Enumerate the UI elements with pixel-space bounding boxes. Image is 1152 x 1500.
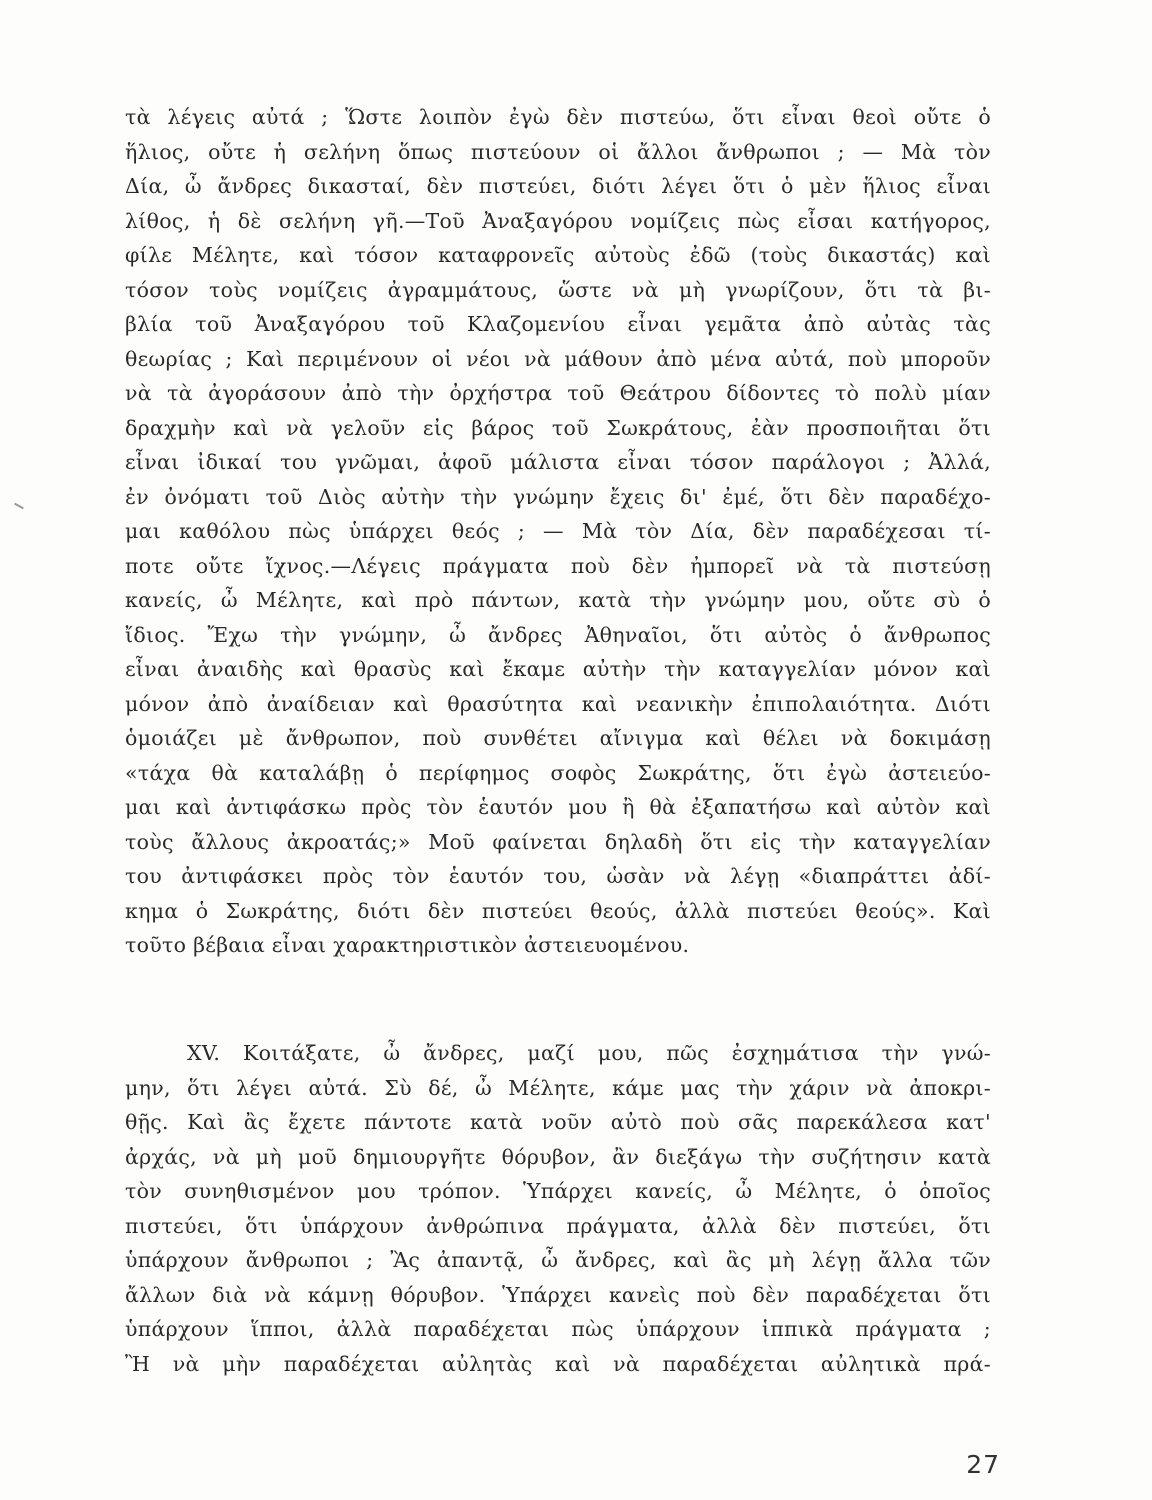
text-line: τοὺς ἄλλους ἀκροατάς;» Μοῦ φαίνεται δηλαδὴ ὅτι εἰς τὴν καταγγελίαν: [125, 829, 991, 854]
text-line: ὁμοιάζει μὲ ἄνθρωπον, ποὺ συνθέτει αἴνιγμα καὶ θέλει νὰ δοκιμάσῃ: [125, 726, 991, 750]
text-line: τὸν συνηθισμένον μου τρόπον. Ὑπάρχει κανείς, ὦ Μέλητε, ὁ ὁποῖος: [125, 1179, 991, 1203]
margin-mark: [14, 503, 24, 509]
paragraph-2: [125, 1036, 991, 1381]
text-line: ἄλλων διὰ νὰ κάμνῃ θόρυβον. Ὑπάρχει κανεὶς ποὺ δὲν παραδέχεται ὅτι: [125, 1282, 991, 1307]
text-line: δραχμὴν καὶ νὰ γελοῦν εἰς βάρος τοῦ Σωκράτους, ἐὰν προσποιῆται ὅτι: [125, 415, 991, 440]
text-line: εἶναι ἀναιδὴς καὶ θρασὺς καὶ ἔκαμε αὐτὴν τὴν καταγγελίαν μόνον καὶ: [125, 657, 991, 681]
text-line: ὑπάρχουν ἵπποι, ἀλλὰ παραδέχεται πὼς ὑπάρχουν ἱππικὰ πράγματα ;: [125, 1317, 991, 1341]
text-line: μαι καθόλου πὼς ὑπάρχει θεός ; — Μὰ τὸν Δία, δὲν παραδέχεσαι τί-: [125, 519, 991, 543]
text-line: θεωρίας ; Καὶ περιμένουν οἱ νέοι νὰ μάθουν ἀπὸ μένα αὐτά, ποὺ μποροῦν: [125, 346, 991, 371]
page-number: 27: [966, 1450, 1000, 1479]
text-line: ἴδιος. Ἔχω τὴν γνώμην, ὦ ἄνδρες Ἀθηναῖοι, ὅτι αὐτὸς ὁ ἄνθρωπος: [125, 622, 991, 647]
text-line: τοῦτο βέβαια εἶναι χαρακτηριστικὸν ἀστειευομένου.: [125, 933, 690, 957]
text-line: Δία, ὦ ἄνδρες δικασταί, δὲν πιστεύει, διότι λέγει ὅτι ὁ μὲν ἥλιος εἶναι: [125, 174, 991, 198]
text-line: ἀρχάς, νὰ μὴ μοῦ δημιουργῆτε θόρυβον, ἂν διεξάγω τὴν συζήτησιν κατὰ: [125, 1144, 991, 1169]
text-line: ποτε οὔτε ἴχνος.—Λέγεις πράγματα ποὺ δὲν ἠμπορεῖ νὰ τὰ πιστεύσῃ: [125, 553, 991, 578]
text-line: Ἢ νὰ μὴν παραδέχεται αὐλητὰς καὶ νὰ παραδέχεται αὐλητικὰ πρά-: [125, 1351, 991, 1376]
text-line: ἥλιος, οὔτε ἡ σελήνη ὅπως πιστεύουν οἱ ἄλλοι ἄνθρωποι ; — Μὰ τὸν: [125, 139, 991, 164]
text-line: κημα ὁ Σωκράτης, διότι δὲν πιστεύει θεούς, ἀλλὰ πιστεύει θεούς». Καὶ: [125, 898, 991, 923]
text-line: κανείς, ὦ Μέλητε, καὶ πρὸ πάντων, κατὰ τὴν γνώμην μου, οὔτε σὺ ὁ: [125, 588, 991, 612]
text-line: μόνον ἀπὸ ἀναίδειαν καὶ θρασύτητα καὶ νεανικὴν ἐπιπολαιότητα. Διότι: [125, 691, 991, 716]
text-line: πιστεύει, ὅτι ὑπάρχουν ἀνθρώπινα πράγματα, ἀλλὰ δὲν πιστεύει, ὅτι: [125, 1213, 991, 1238]
text-line: του ἀντιφάσκει πρὸς τὸν ἑαυτόν του, ὡσὰν νὰ λέγῃ «διαπράττει ἀδί-: [125, 864, 991, 888]
text-line: εἶναι ἰδικαί του γνῶμαι, ἀφοῦ μάλιστα εἶναι τόσον παράλογοι ; Ἀλλά,: [125, 450, 991, 474]
text-line: ὑπάρχουν ἄνθρωποι ; Ἂς ἀπαντᾷ, ὦ ἄνδρες, καὶ ἂς μὴ λέγῃ ἄλλα τῶν: [125, 1248, 991, 1272]
paragraph-1: [125, 100, 991, 963]
text-line: θῇς. Καὶ ἂς ἔχετε πάντοτε κατὰ νοῦν αὐτὸ ποὺ σᾶς παρεκάλεσα κατ': [125, 1110, 991, 1134]
text-line: «τάχα θὰ καταλάβῃ ὁ περίφημος σοφὸς Σωκράτης, ὅτι ἐγὼ ἀστειεύο-: [125, 760, 991, 785]
text-line: τόσον τοὺς νομίζεις ἀγραμμάτους, ὥστε νὰ μὴ γνωρίζουν, ὅτι τὰ βι-: [125, 277, 991, 302]
text-line: τὰ λέγεις αὐτά ; Ὥστε λοιπὸν ἐγὼ δὲν πιστεύω, ὅτι εἶναι θεοὶ οὔτε ὁ: [125, 105, 991, 129]
text-line: μαι καὶ ἀντιφάσκω πρὸς τὸν ἑαυτόν μου ἢ θὰ ἐξαπατήσω καὶ αὐτὸν καὶ: [125, 795, 991, 819]
text-line: φίλε Μέλητε, καὶ τόσον καταφρονεῖς αὐτοὺς ἐδῶ (τοὺς δικαστάς) καὶ: [125, 243, 991, 267]
text-line: μην, ὅτι λέγει αὐτά. Σὺ δέ, ὦ Μέλητε, κάμε μας τὴν χάριν νὰ ἀποκρι-: [125, 1075, 991, 1100]
text-line: νὰ τὰ ἀγοράσουν ἀπὸ τὴν ὀρχήστρα τοῦ Θεάτρου δίδοντες τὸ πολὺ μίαν: [125, 381, 991, 405]
text-line: ἐν ὀνόματι τοῦ Διὸς αὐτὴν τὴν γνώμην ἔχεις δι' ἐμέ, ὅτι δὲν παραδέχο-: [125, 484, 991, 509]
section-heading-line: XV. Κοιτάξατε, ὦ ἄνδρες, μαζί μου, πῶς ἐσχημάτισα τὴν γνώ-: [187, 1041, 991, 1065]
text-line: βλία τοῦ Ἀναξαγόρου τοῦ Κλαζομενίου εἶναι γεμᾶτα ἀπὸ αὐτὰς τὰς: [125, 312, 991, 336]
text-line: λίθος, ἡ δὲ σελήνη γῆ.—Τοῦ Ἀναξαγόρου νομίζεις πὼς εἶσαι κατήγορος,: [125, 208, 991, 233]
